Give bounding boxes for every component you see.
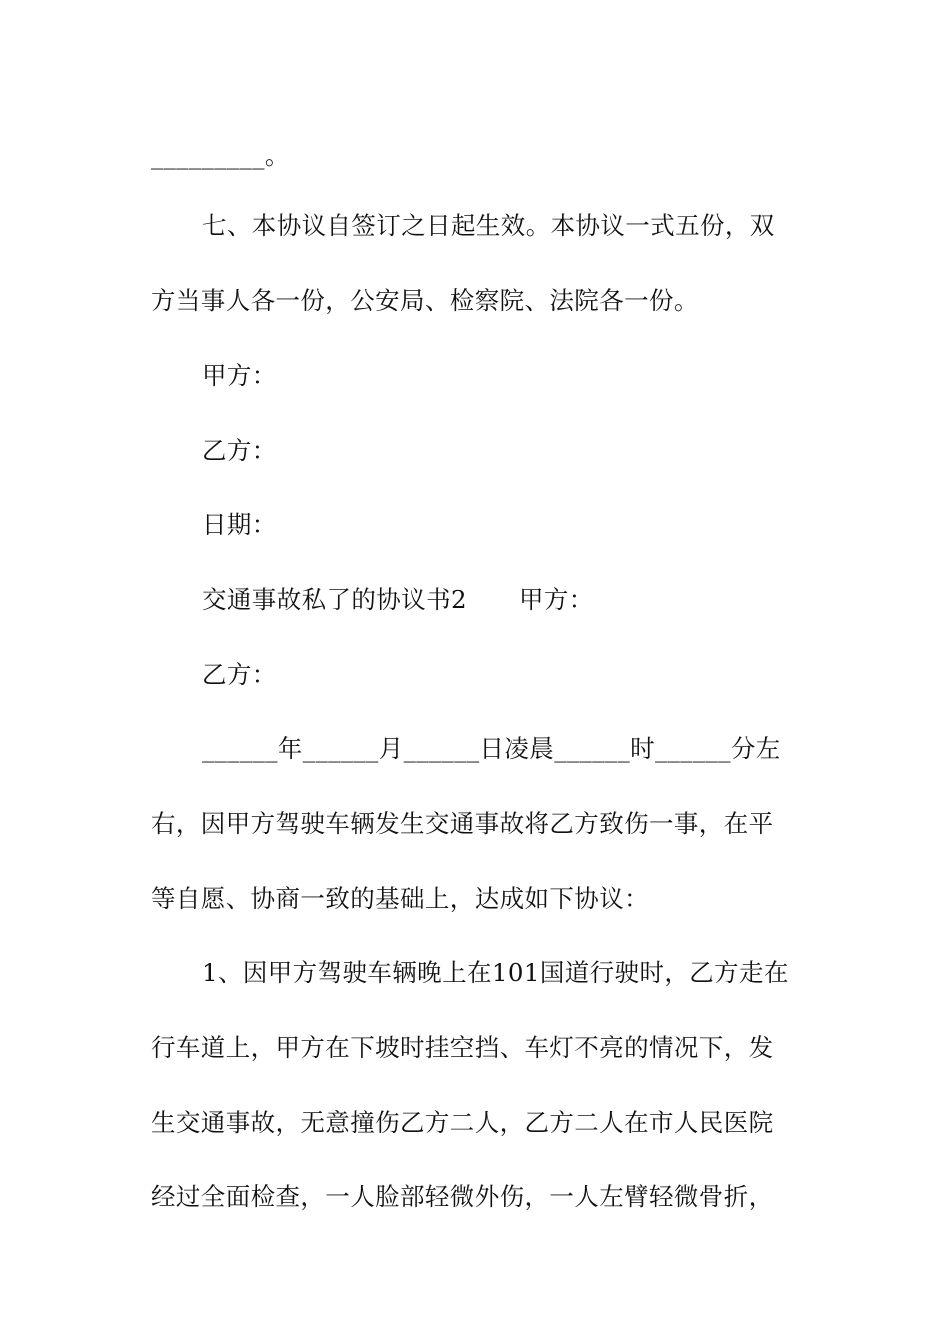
clause-seven-line-1: 七、本协议自签订之日起生效。本协议一式五份，双: [202, 211, 775, 240]
clause-one-line-4: 经过全面检查，一人脸部轻微外伤，一人左臂轻微骨折，: [151, 1182, 774, 1211]
agreement-two-title: 交通事故私了的协议书2: [202, 585, 467, 614]
accident-intro-line-2: 右，因甲方驾驶车辆发生交通事故将乙方致伤一事，在平: [151, 809, 774, 838]
clause-one-line-3: 生交通事故，无意撞伤乙方二人，乙方二人在市人民医院: [151, 1108, 774, 1137]
clause-one-line-1: 1、因甲方驾驶车辆晚上在101国道行驶时，乙方走在: [202, 958, 789, 987]
agreement-two-heading-row: [202, 582, 812, 618]
agreement-two-party-b-label: 乙方：: [202, 660, 277, 689]
agreement-two-party-a-label: 甲方：: [519, 585, 594, 614]
party-b-label: 乙方：: [202, 436, 277, 465]
blank-fill-line: _________。: [151, 141, 290, 170]
accident-intro-line-3: 等自愿、协商一致的基础上，达成如下协议：: [151, 884, 649, 913]
clause-seven-line-2: 方当事人各一份，公安局、检察院、法院各一份。: [151, 286, 699, 315]
accident-time-line: ______年______月______日凌晨______时______分左: [202, 734, 781, 763]
clause-one-line-2: 行车道上，甲方在下坡时挂空挡、车灯不亮的情况下，发: [151, 1033, 774, 1062]
party-a-label: 甲方：: [202, 361, 277, 390]
date-label: 日期：: [202, 510, 277, 539]
